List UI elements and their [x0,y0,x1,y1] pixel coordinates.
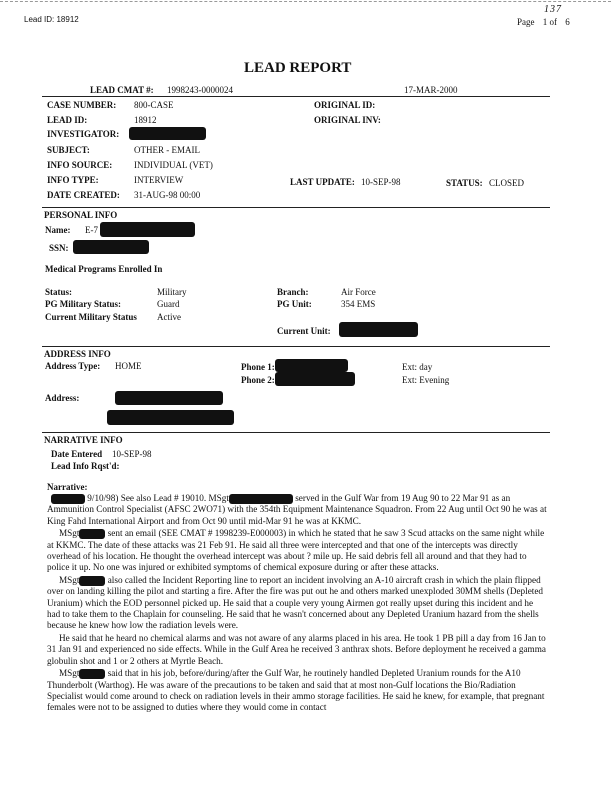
narrative-redaction-1b [229,494,293,504]
military-status-value: Military [157,287,187,297]
narrative-p5-rest: said that in his job, before/during/after the Gulf War, he routinely handled Depleted Uranium rounds for the A10 Thunderbolt (Warthog). He was aware of the precautions to be taken and said that at most non-Gulf locations the Bio/Radiation Specialist would come around to check on radiation levels in their ammo storage facilities. He said he knew, for example, that pregnant females were not to be assigned to duties where they would come in contact [47,668,545,713]
name-value: E-7 [85,225,98,235]
military-status-label: Status: [45,287,73,297]
last-update-value: 10-SEP-98 [361,177,401,187]
divider-narrative [42,432,550,433]
name-redaction [100,222,195,237]
narrative-p1-rest: served in the Gulf War from 19 Aug 90 to 22 Mar 91 as an Ammunition Control Specialist (AFSC 2WO71) with the 354th Equipment Maintenance Squadron. From 22 Aug until Oct 90 he was at King Fahd International Airport and from Oct 90 until mid-Mar 91 he was at KKMC. [47,493,547,526]
page-of: of [549,17,557,27]
date-entered-label: Date Entered [51,449,103,459]
narrative-redaction-2 [79,529,105,539]
info-type-value: INTERVIEW [134,175,184,185]
last-update-label: LAST UPDATE: [290,177,355,187]
date-entered-value: 10-SEP-98 [112,449,152,459]
cmat-label: LEAD CMAT #: [90,85,154,95]
phone2-ext: Ext: Evening [402,375,450,385]
narrative-p2-start: MSgt [59,528,80,539]
report-date: 17-MAR-2000 [404,85,458,95]
narrative-redaction-3 [79,576,105,586]
date-created-value: 31-AUG-98 00:00 [134,190,201,200]
narrative-p3-rest: also called the Incident Reporting line to report an incident involving an A-10 aircraft crash in which the plain flipped over on landing killing the pilot and starting a fire. After the fire was put out he and others marked unexploded 30MM shells (Depleted Uranium) which the EOD personnel picked up. He said that a couple very young Airmen got really upset during this incident and he had to take them to the Chaplain for counseling. He said that he wasn't concerned about any Depleted Uranium hazard from the shells because he knew how low the radiation levels were. [47,574,544,631]
original-id-label: ORIGINAL ID: [314,100,376,110]
narrative-paragraph-1 [47,493,547,527]
case-number-value: 800-CASE [134,100,174,110]
handwritten-page-number: 137 [544,4,562,15]
subject-label: SUBJECT: [47,145,90,155]
narrative-paragraph-4 [47,633,547,667]
narrative-info-heading: NARRATIVE INFO [44,435,123,445]
current-unit-redaction [339,322,418,337]
address-label: Address: [45,393,80,403]
branch-value: Air Force [341,287,376,297]
phone1-label: Phone 1: [241,362,275,372]
case-number-label: CASE NUMBER: [47,100,117,110]
page-total: 6 [565,17,570,27]
branch-label: Branch: [277,287,309,297]
current-military-status-label: Current Military Status [45,312,137,322]
address-type-value: HOME [115,361,142,371]
address-type-label: Address Type: [45,361,101,371]
status-value: CLOSED [489,178,525,188]
ssn-redaction [73,240,149,254]
narrative-p1-start: 9/10/98) See also Lead # 19010. MSgt [87,493,229,503]
pg-unit-value: 354 EMS [341,299,376,309]
page-label: Page [517,17,535,27]
phone2-label: Phone 2: [241,375,275,385]
ssn-label: SSN: [49,243,69,253]
cmat-value: 1998243-0000024 [167,85,233,95]
report-title: LEAD REPORT [244,60,352,76]
phone1-redaction [275,359,348,372]
subject-value: OTHER - EMAIL [134,145,200,155]
original-inv-label: ORIGINAL INV: [314,115,381,125]
phone1-ext: Ext: day [402,362,433,372]
top-rule [0,1,611,2]
narrative-redaction-5 [79,669,105,679]
narrative-label: Narrative: [47,482,88,492]
investigator-redaction [129,127,206,140]
personal-info-heading: PERSONAL INFO [44,210,118,220]
lead-id-label: LEAD ID: [47,115,88,125]
narrative-paragraph-3 [47,575,547,632]
address-line1-redaction [115,391,223,405]
investigator-label: INVESTIGATOR: [47,129,120,139]
status-label: STATUS: [446,178,483,188]
narrative-p5-start: MSgt [59,668,80,679]
page-number: 1 [542,17,548,27]
name-label: Name: [45,225,71,235]
date-created-label: DATE CREATED: [47,190,120,200]
narrative-p2-rest: sent an email (SEE CMAT # 1998239-E000003) in which he stated that he saw 3 Scud attacks on the same night while at KKMC. The date of these attacks was 21 Feb 91. He said all three were intercepted and that one of the intercepts was directly overhead of his location. He thought the overhead intercept was about ? mile up. He said debris fell all around and that they had to police it up. No one was injured or exhibited symptoms of chemical exposure during or after these attacks. [47,528,545,573]
lead-id-value: 18912 [134,115,157,125]
current-unit-label: Current Unit: [277,326,331,336]
phone2-redaction [275,372,355,386]
pg-unit-label: PG Unit: [277,299,312,309]
divider-personal [42,207,550,208]
address-line2-redaction [107,410,234,425]
narrative-p4: He said that he heard no chemical alarms and was not aware of any alarms placed in his area. He took 1 PB pill a day from 16 Jan to 31 Jan 91 and experienced no side effects. While in the Gulf Area he received 3 anthrax shots. Before deployment he received a gamma globulin shot and 1 or 2 others at Myrtle Beach. [47,632,546,666]
narrative-redaction-1a [51,494,85,504]
header-lead-id: Lead ID: 18912 [24,15,79,24]
lead-info-requested-label: Lead Info Rqst'd: [51,461,120,471]
narrative-body [47,493,547,715]
pg-military-status-label: PG Military Status: [45,299,121,309]
narrative-paragraph-2 [47,528,547,574]
narrative-p3-start: MSgt [59,574,80,585]
pg-military-status-value: Guard [157,299,180,309]
narrative-paragraph-5 [47,668,547,714]
info-source-value: INDIVIDUAL (VET) [134,160,213,170]
current-military-status-value: Active [157,312,181,322]
address-info-heading: ADDRESS INFO [44,349,111,359]
divider-address [42,346,550,347]
info-type-label: INFO TYPE: [47,175,99,185]
info-source-label: INFO SOURCE: [47,160,113,170]
medical-programs-label: Medical Programs Enrolled In [45,264,163,274]
divider-case [42,96,550,97]
page-indicator [517,17,570,27]
